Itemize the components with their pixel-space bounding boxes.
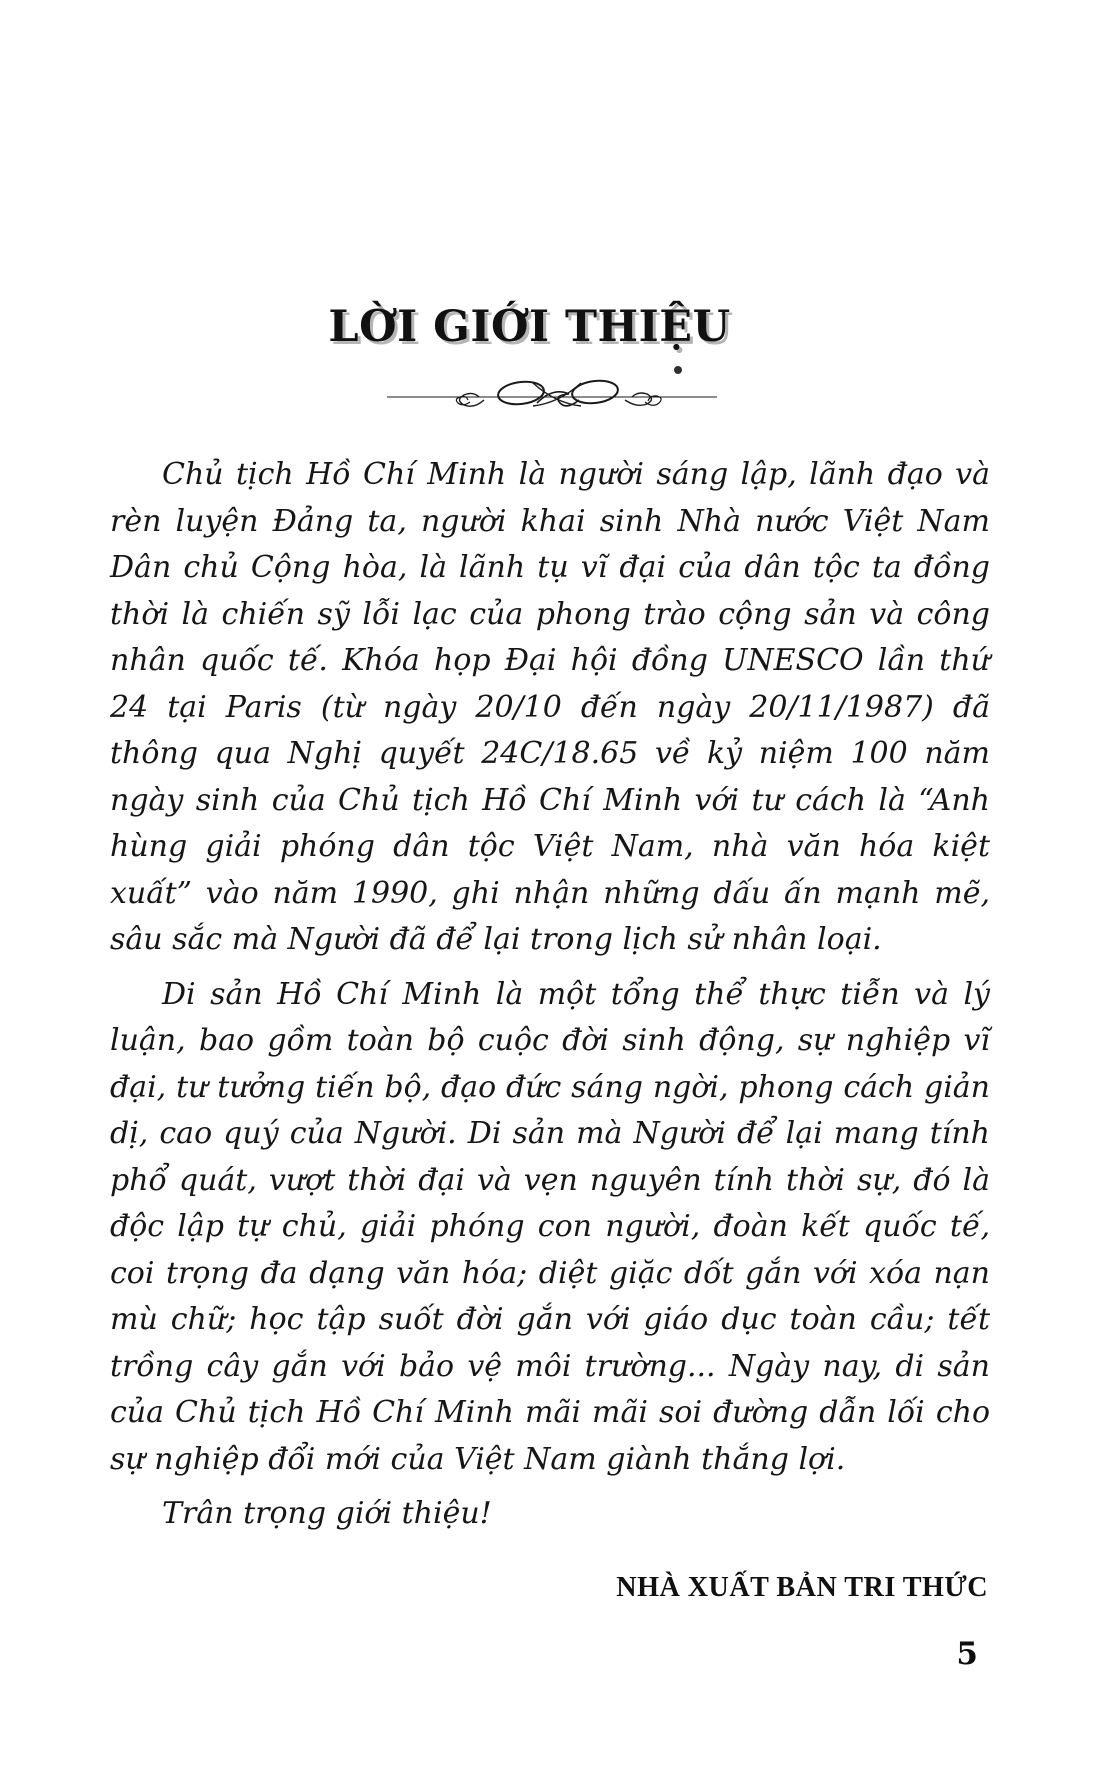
body-text: [110, 452, 990, 1610]
paragraph-1: Chủ tịch Hồ Chí Minh là người sáng lập, lãnh đạo và rèn luyện Đảng ta, người khai sinh Nhà nước Việt Nam Dân chủ Cộng hòa, là lãnh tụ vĩ đại của dân tộc ta đồng thời là chiến sỹ lỗi lạc của phong trào cộng sản và công nhân quốc tế. Khóa họp Đại hội đồng UNESCO lần thứ 24 tại Paris (từ ngày 20/10 đến ngày 20/11/1987) đã thông qua Nghị quyết 24C/18.65 về kỷ niệm 100 năm ngày sinh của Chủ tịch Hồ Chí Minh với tư cách là “Anh hùng giải phóng dân tộc Việt Nam, nhà văn hóa kiệt xuất” vào năm 1990, ghi nhận những dấu ấn mạnh mẽ, sâu sắc mà Người đã để lại trong lịch sử nhân loại.: [110, 457, 990, 957]
page-title: LỜI GIỚI THIỆU: [328, 302, 731, 352]
divider-flourish-icon: [387, 376, 717, 414]
publisher-name: NHÀ XUẤT BẢN TRI THỨC: [616, 1570, 989, 1603]
ink-speck: [674, 366, 682, 374]
closing-line: Trân trọng giới thiệu!: [162, 1496, 492, 1531]
paragraph-2: Di sản Hồ Chí Minh là một tổng thể thực tiễn và lý luận, bao gồm toàn bộ cuộc đời sinh động, sự nghiệp vĩ đại, tư tưởng tiến bộ, đạo đức sáng ngời, phong cách giản dị, cao quý của Người. Di sản mà Người để lại mang tính phổ quát, vượt thời đại và vẹn nguyên tính thời sự, đó là độc lập tự chủ, giải phóng con người, đoàn kết quốc tế, coi trọng đa dạng văn hóa; diệt giặc dốt gắn với xóa nạn mù chữ; học tập suốt đời gắn với giáo dục toàn cầu; tết trồng cây gắn với bảo vệ môi trường... Ngày nay, di sản của Chủ tịch Hồ Chí Minh mãi mãi soi đường dẫn lối cho sự nghiệp đổi mới của Việt Nam giành thắng lợi.: [110, 976, 990, 1477]
page-number: 5: [956, 1636, 978, 1672]
